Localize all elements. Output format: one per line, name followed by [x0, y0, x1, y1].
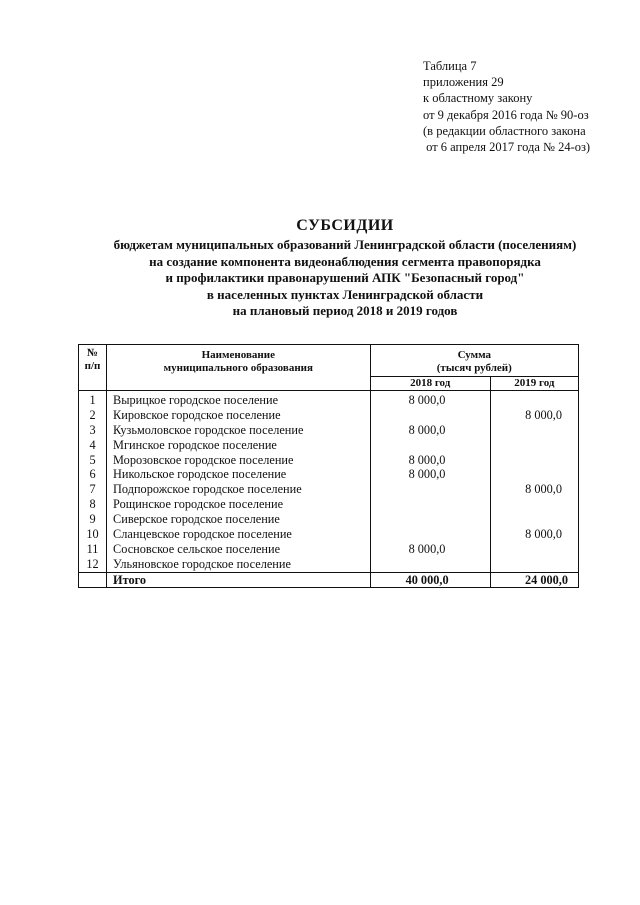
row-number: 8	[89, 497, 96, 512]
total-row	[79, 572, 579, 587]
row-number: 2	[89, 407, 96, 422]
header-note-line: (в редакции областного закона	[423, 123, 586, 138]
row-number: 1	[89, 393, 96, 407]
row-value-2019	[491, 393, 578, 408]
row-names	[107, 391, 371, 573]
header-year-2018: 2018 год	[370, 377, 490, 391]
total-2019: 24 000,0	[490, 572, 578, 587]
row-value-2018: 8 000,0	[408, 452, 446, 467]
total-2018: 40 000,0	[370, 572, 490, 587]
row-numbers	[79, 391, 107, 573]
title-line: бюджетам муниципальных образований Ленинградской области (поселениям)	[113, 237, 577, 252]
title-line: в населенных пунктах Ленинградской области	[206, 286, 484, 302]
title-line: на плановый период 2018 и 2019 годов	[232, 303, 458, 319]
row-number: 12	[86, 556, 99, 571]
header-note-line: приложения 29	[423, 75, 504, 90]
row-values-2018	[370, 391, 490, 573]
title-line: на создание компонента видеонаблюдения сегмента правопорядка	[149, 253, 541, 269]
subsidy-table	[78, 344, 579, 588]
header-name	[107, 345, 371, 391]
header-name-line: Наименование	[201, 349, 275, 361]
row-value-2019	[491, 542, 578, 557]
row-name: Мгинское городское поселение	[113, 437, 277, 452]
row-number: 9	[89, 512, 96, 527]
row-name: Кузьмоловское городское поселение	[113, 422, 304, 437]
row-value-2018	[371, 512, 490, 527]
title-line: и профилактики правонарушений АПК "Безопасный город"	[165, 270, 525, 286]
row-value-2018	[371, 497, 490, 512]
row-number: 5	[89, 452, 96, 467]
row-value-2019: 8 000,0	[525, 407, 562, 422]
row-number: 4	[89, 437, 96, 452]
row-value-2018: 8 000,0	[408, 393, 446, 407]
row-value-2019	[491, 497, 578, 512]
row-value-2019	[491, 423, 578, 438]
header-sum-line: (тысяч рублей)	[436, 362, 512, 374]
row-name: Никольское городское поселение	[113, 467, 287, 482]
header-note-line: от 9 декабря 2016 года № 90-оз	[423, 107, 589, 122]
table-body	[79, 391, 579, 573]
row-value-2018	[371, 438, 490, 453]
header-sum-line: Сумма	[457, 349, 491, 361]
row-name: Ульяновское городское поселение	[113, 556, 291, 571]
row-value-2018	[371, 408, 490, 423]
header-num	[79, 345, 107, 391]
row-value-2018	[371, 557, 490, 572]
row-name: Сосновское сельское поселение	[113, 541, 281, 556]
row-number: 7	[89, 482, 96, 497]
row-number: 6	[89, 467, 96, 482]
header-name-line: муниципального образования	[163, 362, 313, 374]
row-value-2019	[491, 512, 578, 527]
row-number: 10	[86, 527, 99, 542]
row-value-2019	[491, 467, 578, 482]
row-value-2019	[491, 438, 578, 453]
total-num	[79, 572, 107, 587]
row-name: Сиверское городское поселение	[113, 512, 280, 527]
row-name: Рощинское городское поселение	[113, 497, 284, 512]
header-note	[423, 58, 590, 155]
row-value-2018	[371, 482, 490, 497]
row-value-2018: 8 000,0	[408, 467, 446, 482]
row-name: Сланцевское городское поселение	[113, 527, 292, 542]
row-value-2019: 8 000,0	[525, 482, 562, 497]
row-name: Вырицкое городское поселение	[113, 393, 279, 407]
header-sum	[370, 345, 578, 377]
row-value-2018: 8 000,0	[408, 541, 446, 556]
header-note-line: от 6 апреля 2017 года № 24-оз)	[423, 140, 591, 155]
header-note-line: Таблица 7	[423, 59, 477, 73]
row-value-2019	[491, 453, 578, 468]
row-value-2018: 8 000,0	[408, 422, 446, 437]
header-num-line: №	[86, 347, 99, 359]
header-num-line: п/п	[84, 360, 101, 372]
document-title	[60, 217, 630, 320]
total-label: Итого	[107, 572, 371, 587]
row-name: Подпорожское городское поселение	[113, 482, 302, 497]
title-main: СУБСИДИИ	[296, 217, 394, 234]
row-value-2018	[371, 527, 490, 542]
header-note-line: к областному закону	[423, 91, 533, 106]
table-header-row	[79, 345, 579, 377]
row-value-2019: 8 000,0	[525, 527, 562, 542]
row-value-2019	[491, 557, 578, 572]
row-name: Морозовское городское поселение	[113, 452, 294, 467]
row-name: Кировское городское поселение	[113, 407, 281, 422]
row-number: 3	[89, 422, 96, 437]
header-year-2019: 2019 год	[490, 377, 578, 391]
row-values-2019	[490, 391, 578, 573]
row-number: 11	[86, 541, 99, 556]
